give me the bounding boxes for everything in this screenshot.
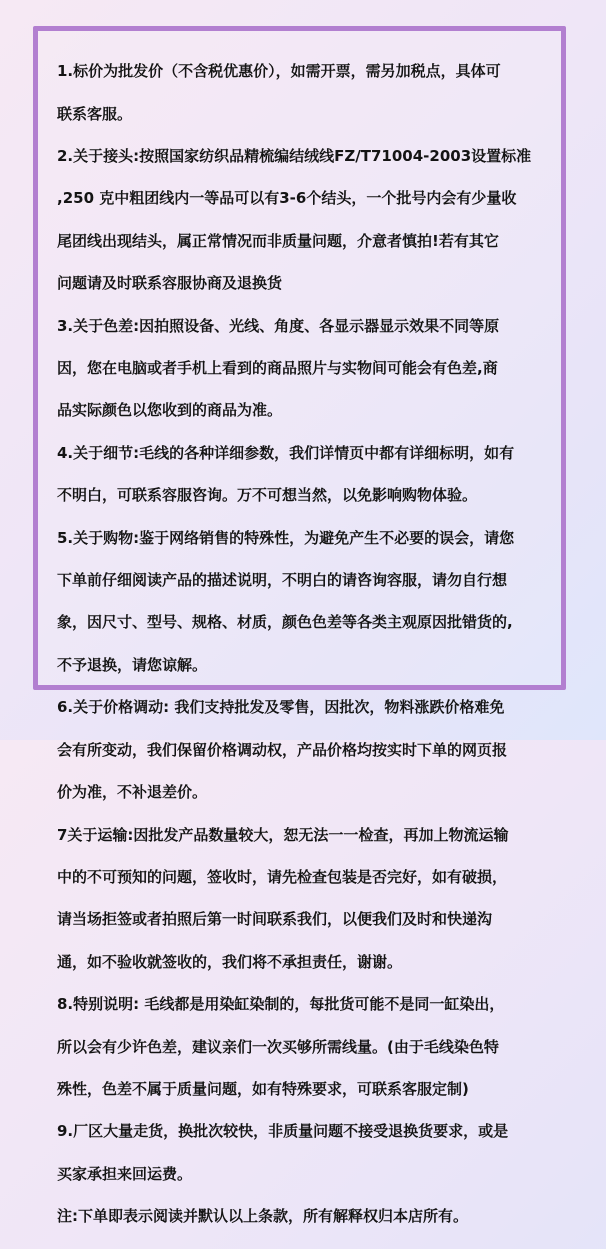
notice-line-22: 通，如不验收就签收的，我们将不承担责任，谢谢。: [57, 952, 403, 971]
notice-line-21: 请当场拒签或者拍照后第一时间联系我们，以便我们及时和快递沟: [57, 910, 493, 929]
notice-line-10: 4.关于细节:毛线的各种详细参数，我们详情页中都有详细标明，如有: [57, 443, 515, 462]
notice-line-3: 2.关于接头:按照国家纺织品精梳编结绒线FZ/T71004-2003设置标准: [57, 147, 532, 166]
notice-line-28: 注:下单即表示阅读并默认以上条款，所有解释权归本店所有。: [57, 1207, 469, 1226]
notice-line-5: 尾团线出现结头，属正常情况而非质量问题，介意者慎拍!若有其它: [57, 231, 499, 250]
notice-line-25: 殊性，色差不属于质量问题，如有特殊要求，可联系客服定制): [57, 1079, 469, 1098]
notice-line-23: 8.特别说明: 毛线都是用染缸染制的，每批货可能不是同一缸染出，: [57, 995, 505, 1014]
notice-line-16: 6.关于价格调动: 我们支持批发及零售，因批次，物料涨跌价格难免: [57, 698, 505, 717]
notice-body: [57, 40, 557, 1249]
notice-line-2: 联系客服。: [57, 104, 133, 123]
notice-line-27: 买家承担来回运费。: [57, 1164, 193, 1183]
notice-line-11: 不明白，可联系容服咨询。万不可想当然，以免影响购物体验。: [57, 486, 478, 505]
notice-line-15: 不予退换，请您谅解。: [57, 655, 208, 674]
notice-line-14: 象，因尺寸、型号、规格、材质，颜色色差等各类主观原因批错货的,: [57, 613, 513, 632]
notice-line-18: 价为准，不补退差价。: [57, 783, 208, 802]
notice-line-20: 中的不可预知的问题，签收时，请先检查包装是否完好，如有破损，: [57, 867, 508, 886]
notice-line-24: 所以会有少许色差，建议亲们一次买够所需线量。(由于毛线染色特: [57, 1037, 499, 1056]
notice-line-19: 7关于运输:因批发产品数量较大，恕无法一一检查，再加上物流运输: [57, 825, 509, 844]
notice-line-4: ,250 克中粗团线内一等品可以有3-6个结头，一个批号内会有少量收: [57, 189, 517, 208]
notice-line-8: 因，您在电脑或者手机上看到的商品照片与实物间可能会有色差,商: [57, 359, 498, 378]
notice-line-9: 品实际颜色以您收到的商品为准。: [57, 401, 283, 420]
notice-line-1: 1.标价为批发价（不含税优惠价），如需开票，需另加税点，具体可: [57, 62, 501, 81]
notice-line-17: 会有所变动，我们保留价格调动权，产品价格均按实时下单的网页报: [57, 740, 508, 759]
notice-line-7: 3.关于色差:因拍照设备、光线、角度、各显示器显示效果不同等原: [57, 316, 500, 335]
notice-line-12: 5.关于购物:鉴于网络销售的特殊性，为避免产生不必要的误会，请您: [57, 528, 515, 547]
notice-line-13: 下单前仔细阅读产品的描述说明，不明白的请咨询容服，请勿自行想: [57, 571, 508, 590]
notice-line-26: 9.厂区大量走货，换批次较快，非质量问题不接受退换货要求，或是: [57, 1122, 509, 1141]
notice-line-6: 问题请及时联系容服协商及退换货: [57, 274, 283, 293]
